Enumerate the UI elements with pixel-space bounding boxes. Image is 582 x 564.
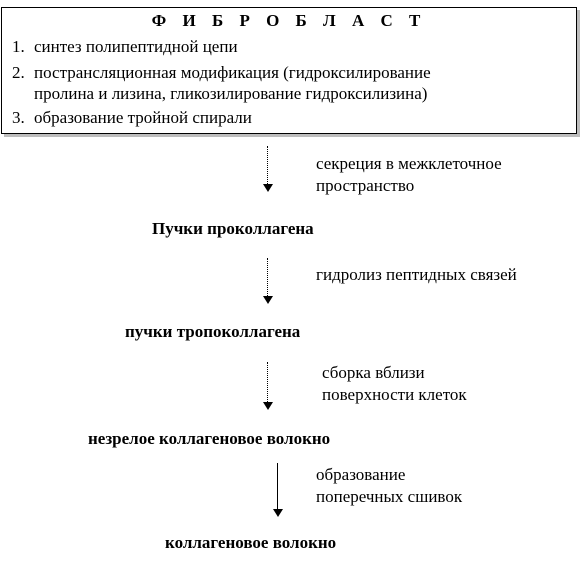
note-line: сборка вблизи bbox=[322, 363, 425, 382]
step-number: 3. bbox=[12, 108, 25, 127]
procollagen-bundles: Пучки проколлагена bbox=[152, 219, 314, 238]
step-number: 1. bbox=[12, 37, 25, 56]
step-2-continuation: пролина и лизина, гликозилирование гидроксилизина) bbox=[34, 84, 428, 103]
flow-arrow-2 bbox=[263, 258, 273, 304]
note-line: секреция в межклеточное bbox=[316, 154, 502, 173]
note-line: пространство bbox=[316, 176, 415, 195]
step-3 bbox=[12, 107, 252, 129]
flow-arrow-4 bbox=[273, 463, 283, 517]
note-line: образование bbox=[316, 465, 406, 484]
process-note-2 bbox=[316, 264, 517, 286]
immature-collagen-fiber: незрелое коллагеновое волокно bbox=[88, 429, 331, 448]
fibroblast-title: Ф И Б Р О Б Л А С Т bbox=[151, 11, 427, 30]
flow-arrow-3 bbox=[263, 362, 273, 410]
fibroblast-box bbox=[1, 7, 577, 134]
process-note-4 bbox=[316, 464, 462, 508]
note-line: поперечных сшивок bbox=[316, 487, 463, 506]
collagen-fiber: коллагеновое волокно bbox=[165, 533, 337, 552]
process-note-3 bbox=[322, 362, 467, 406]
step-text: пострансляционная модификация (гидроксилирование bbox=[34, 63, 431, 82]
process-note-1 bbox=[316, 153, 502, 197]
tropocollagen-bundles: пучки тропоколлагена bbox=[125, 322, 301, 341]
step-text: синтез полипептидной цепи bbox=[34, 37, 238, 56]
note-line: поверхности клеток bbox=[322, 385, 467, 404]
step-text: образование тройной спирали bbox=[34, 108, 252, 127]
flow-arrow-1 bbox=[263, 146, 273, 192]
step-2 bbox=[12, 62, 431, 84]
step-1 bbox=[12, 36, 238, 58]
note-line: гидролиз пептидных связей bbox=[316, 265, 517, 284]
step-number: 2. bbox=[12, 63, 25, 82]
